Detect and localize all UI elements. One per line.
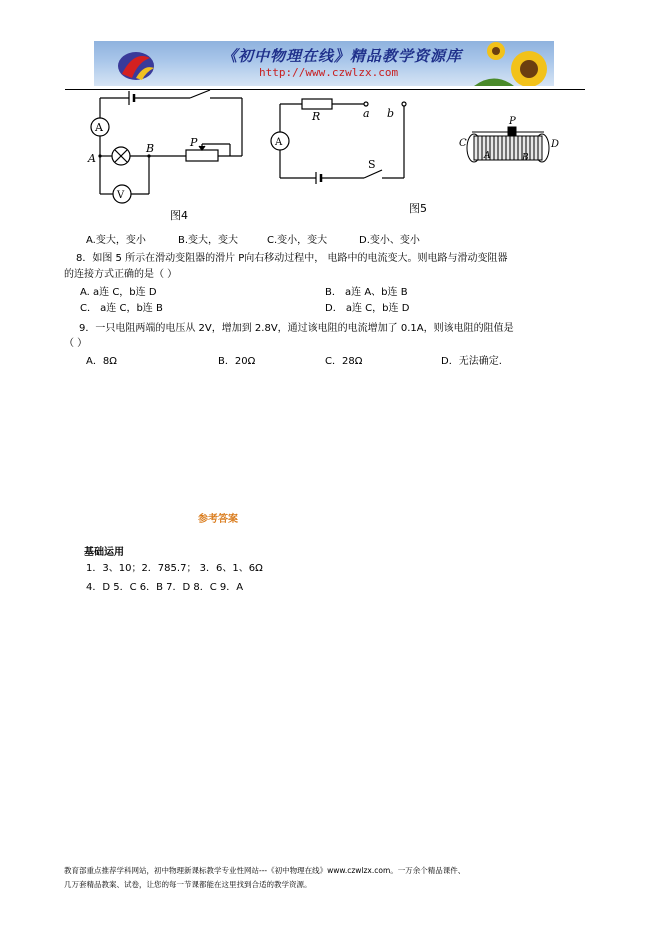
rheostat-label-p: P bbox=[509, 116, 516, 127]
q7-option-b: B.变大，变大 bbox=[178, 235, 239, 246]
q9-option-d: D．无法确定. bbox=[441, 356, 502, 367]
fig5-ammeter-label: A bbox=[275, 137, 283, 148]
q9-option-a: A．8Ω bbox=[86, 356, 117, 367]
figure4-caption: 图4 bbox=[170, 209, 188, 222]
answers-line1: 1．3、10；2．785.7； 3．6、1、6Ω bbox=[86, 563, 263, 574]
rheostat-label-a: A bbox=[484, 151, 491, 161]
footer-line1: 教育部重点推荐学科网站，初中物理新课标教学专业性网站---《初中物理在线》www.czwlzx.com。一万余个精品课件、 bbox=[64, 866, 466, 875]
q7-option-d: D.变小、变小 bbox=[359, 235, 420, 246]
fig5-label-r: R bbox=[312, 110, 321, 123]
q8-option-b: B． a连 A、b连 B bbox=[325, 287, 408, 298]
fig4-ammeter-label: A bbox=[95, 121, 103, 134]
fig4-label-p: P bbox=[190, 136, 198, 149]
fig4-voltmeter-label: V bbox=[117, 190, 125, 201]
rheostat-label-c: C bbox=[459, 138, 467, 149]
q9-stem-line2: （ ） bbox=[64, 338, 88, 349]
q8-option-a: A. a连 C，b连 D bbox=[80, 287, 157, 298]
q9-option-c: C．28Ω bbox=[325, 356, 363, 367]
q8-option-c: C． a连 C，b连 B bbox=[80, 303, 163, 314]
fig5-label-b: b bbox=[387, 107, 395, 120]
fig5-label-a: a bbox=[363, 107, 370, 120]
fig4-label-a: A bbox=[88, 152, 96, 165]
header-banner bbox=[94, 41, 554, 86]
figure5-caption: 图5 bbox=[409, 202, 427, 215]
q7-option-a: A.变大，变小 bbox=[86, 235, 146, 246]
rheostat-label-d: D bbox=[551, 139, 560, 150]
fig5-label-s: S bbox=[368, 158, 376, 171]
figure5-circuit bbox=[264, 92, 414, 187]
q9-stem-line1: 9．一只电阻两端的电压从 2V，增加到 2.8V，通过该电阻的电流增加了 0.1A，则该电阻的阻值是 bbox=[79, 323, 514, 334]
answers-section: 基础运用 bbox=[84, 547, 124, 558]
footer-line2: 几万套精品教案、试卷，让您的每一节课都能在这里找到合适的教学资源。 bbox=[64, 880, 312, 889]
answers-line2: 4．D 5．C 6．B 7．D 8．C 9．A bbox=[86, 582, 244, 593]
site-logo bbox=[114, 44, 156, 84]
q8-stem-line2: 的连接方式正确的是（ ） bbox=[64, 269, 178, 280]
q7-option-c: C.变小，变大 bbox=[267, 235, 328, 246]
q8-stem-line1: 8．如图 5 所示在滑动变阻器的滑片 P向右移动过程中， 电路中的电流变大。则电路与滑动变阻器 bbox=[76, 253, 508, 264]
q8-option-d: D． a连 C，b连 D bbox=[325, 303, 410, 314]
rheostat-label-b: B bbox=[522, 153, 529, 163]
fig4-label-b: B bbox=[146, 142, 155, 155]
header-url: http://www.czwlzx.com bbox=[259, 66, 399, 79]
figure4-circuit bbox=[82, 86, 257, 211]
rheostat-image bbox=[458, 114, 563, 176]
answers-title: 参考答案 bbox=[198, 514, 238, 525]
header-title: 《初中物理在线》精品教学资源库 bbox=[222, 47, 463, 65]
q9-option-b: B．20Ω bbox=[218, 356, 256, 367]
sunflower-image bbox=[474, 41, 554, 86]
